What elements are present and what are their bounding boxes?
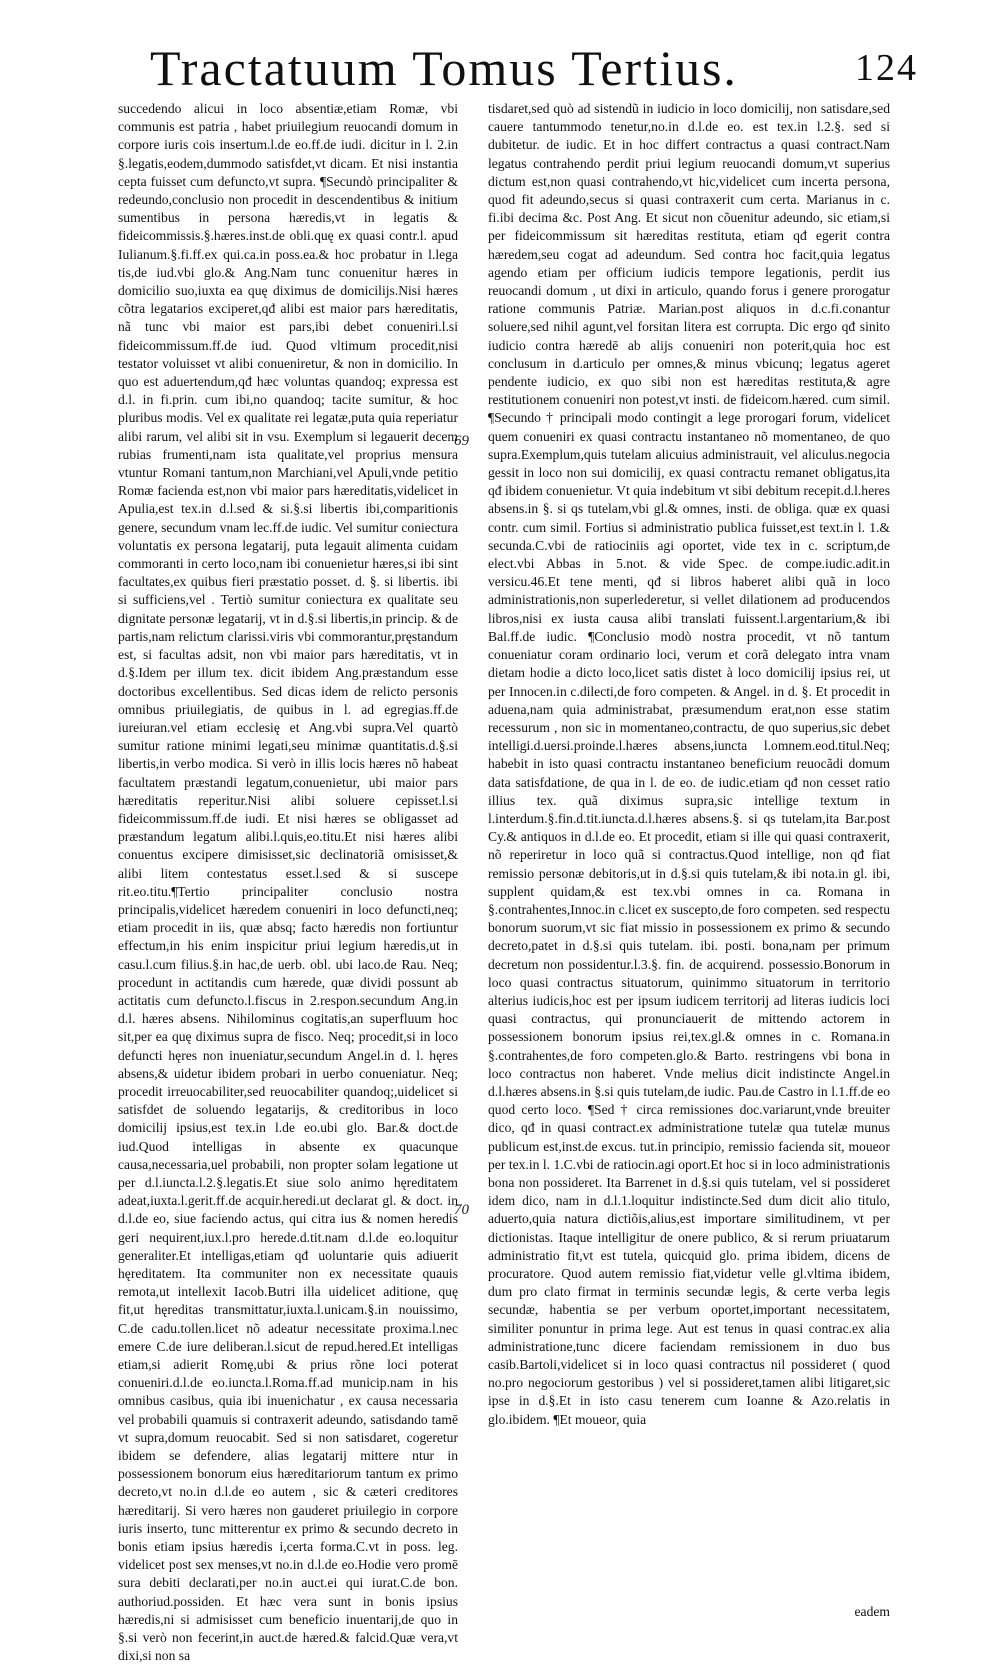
margin-number: 69 — [454, 433, 469, 449]
column-text: tisdaret,sed quò ad sistendũ in iudicio in loco domicilij, non satisdare,sed cauere tantummodo tenetur,no.in d.l.de eo. est tex.in l.2.§. sed si dubitetur. de iudic. Et in hoc differt contractus a quasi contract.Nam legatus contrahendo perdit priui legium reuocandi domum,vt superius dictum est,non quasi contrahendo,vt hic,videlicet cum incerta persona, quod fit adeundo,secus si quasi contraxerit cum certa. Marianus in c. fi.ibi decima &c. Post Ang. Et sicut non cõuenitur adeundo, sic etiam,si per fideicommissum sit hæreditas restituta, etiam qđ egerit contra hæredem,seu cogat ad adeundum. Sed contra hoc facit,quia legatus agendo etiam per officium iudicis tempore legationis, perdit ius reuocandi domum , ut dixi in articulo, quando forus i genere prorogatur ratione communis Patriæ. Marian.post aliquos in d.c.fi.conantur soluere,sed nihil agunt,vel forsitan litera est corrupta. Dic ergo qđ sinito iudicio contra hæredē ab alijs conueniri non poterit,quia hoc est conclusum in d.articulo per omnes,& minus vbicunq; legatus ageret pendente iudicio, ex quo sibi non est hæreditas restituta,& agre restitutionem conueniri non potest,vt insti. de fideicom.hæred. cum simil. ¶Secundo † principali modo contingit a lege prorogari forum, videlicet quem conueniri ex quasi contractu instantaneo nõ momentaneo, de quo supra.Exemplum,quis tutelam alicuius administrauit, vel aliculus.negocia gessit in loco non sui domicilij, ex quasi contractu remanet obligatus,ita qđ ibidem conuenietur. Vt quia indebitum vt sibi debitum recepit.d.l.heres absens.in §. si qs tutelam,vbi gl.& omnes, insti. de obliga. quæ ex quasi contr. cum simil. Fortius si administratio publica fuisset,est text.in l. 1.& secunda.C.vbi de ratiociniis agi oportet, vide tex in c. scriptum,de elect.vbi Abbas in 5.not. & vide Spec. de compe.iudic.adit.in versicu.46.Et tene menti, qđ si libros haberet alibi quã in loco administrationis,non superlederetur, si vellet dilationem ad producendos libros,nisi ex iusta causa alibi translati fuissent.l.argentarium,& ibi Bal.ff.de iudic. ¶Conclusio modò nostra procedit, vt nõ tantum conueniatur coram ordinario loci, verum et corã delegato intra vnam dietam hodie a dicto loco,licet satis distet à loco domicilij ipsius rei, ut per Innocen.in c.dilecti,de foro competen. & Angel. in d. §. Et procedit in aduena,nam quia administrabat, præsumendum erat,non esse statim recessurum , non sic in momentaneo,contractu, de quo superius,sic debet intelligi.d.uersi.proinde.l.hæres absens,iuncta l.omnem.eod.titul.Neq; habebit in isto quasi contractu instantaneo beneficium reuocãdi domum data satisfdatione, de qua in l. de eo. de iudic.etiam qđ non cesset ratio illius tex. quã diximus supra,sic intellige textum in l.interdum.§.fin.d.tit.iuncta.d.l.hæres absens.§. si qs tutelam,ita Bar.post Cy.& antiquos in d.l.de eo. Et procedit, etiam si ille qui quasi contraxerit, nõ reperiretur in loco quã si contractus.Quod intellige, non qđ fiat remissio personæ debitoris,ut in d.§.si quis tutelam,& ibi nota.in gl. ibi, supplent quidam,& est tex.vbi omnes in ca. Romana in §.contrahentes,Innoc.in c.licet ex suscepto,de foro competen. sed respectu bonorum suorum,vt sic fiat missio in possessionem ex primo & secundo decreto,patet in d.§.si quis tutelam. ibi. posti. bona,nam per primum decretum non possidentur.l.3.§. fin. de acquirend. possessio.Bonorum in loco quasi contractus situatorum, quinimmo situatorum in territorio alterius iudicis,hoc est per ipsum iudicem territorij ad literas iudicis loci quasi contractus, qui pronunciauerit de mittendo actorem in possessionem bonorum ipsius rei,tex.gl.& omnes in c. Romana.in §.contrahentes,de foro competen.glo.& Barto. restringens vbi bona in loco contractus non haberet. Vnde melius dicit indistincte Angel.in d.l.hæres absens.in §.si quis tutelam,de iudic. Pau.de Castro in l.1.ff.de eo quod certo loco. ¶Sed † circa remissiones doc.variarunt,vnde breuiter dico, qđ in quasi contract.ex administratione tutelæ qua tutelæ munus publicum est,inst.de excus. tut.in principio, remissio facienda sit, moueor per tex.in l. 1.C.vbi de ratiocin.agi oport.Et hoc si in loco administrationis bona non possideret. Ita Barrenet in d.§.si quis tutelam, vel si possideret idem dico, nam in d.l.1.loquitur indistincte.Sed dum dicit alio titulo, aduerto,quia natura dictiõis,alius,est importare similitudinem, vt per dictionistas. Itaque intelligitur de onere publico, & si rerum priuatarum administratio fit,vt est tutela, quicquid glo. prima ibidem, dicens de procuratore. Quod autem remissio fiat,videtur velle gl.vltima ibidem, dum pro clato firmat in terminis secundæ legis, & certe verba legis secundæ, habentia se per verbum oportet,important necessitatem, similiter ponuntur in prima lege. Aut est tenus in quasi contrac.ex alia administratione,tunc dicere faciendam remissionem in duo bus casib.Bartoli,videlicet si in loco quasi contractus nil possideret ( quod no.pro negociorum gestoribus ) vel si possideret,tamen alibi litigaret,sic ipse in d.§.Et in isto casu tenerem cum Ioanne & Azo.relatis in glo.ibidem. ¶Et moueor, quia — [488, 101, 890, 1427]
margin-number: 70 — [454, 1202, 469, 1218]
running-head — [150, 36, 918, 100]
column-text: succedendo alicui in loco absentiæ,etiam Romæ, vbi communis est patria , habet priuilegium reuocandi domum in corpore iuris cois insertum.l.de eo.ff.de iudi. dicitur in l. 2.in §.legatis,eodem,dummodo satisfdet,vt dicam. Et nisi instantia cepta fuisset cum defuncto,vt supra. ¶Secundò principaliter & redeundo,conclusio non procedit in descendentibus & initium sumentibus in persona hæredis,vt in legatis & fideicommissis.§.hæres.inst.de obli.quę ex quasi contr.l. apud Iulianum.§.fi.ff.ex qui.ca.in poss.ea.& hoc probatur in l.lega tis,de iud.vbi glo.& Ang.Nam tunc conuenitur hæres in domicilio suo,iuxta ea quę diximus de domicilijs.Nisi hæres cõtra legatarios exciperet,qđ alibi est maior pars hæreditatis, nã tunc vbi maior est pars,ibi debet conueniri.l.si fideicommissum.ff.de iud. Quod vltimum procedit,nisi testator voluisset vt alibi conueniretur, & non in domicilio. In quo est aduertendum,qđ hæc voluntas quandoq; expressa est d.l. in fi.prin. cum ibi,no quandoq; tacite sumitur, & hoc pluribus modis. Vel ex qualitate rei legatæ,puta quia reperiatur alibi rarum, vel alibi sit in vsu. Exemplum si legauerit decem rubias frumenti,nam ista qualitate,vel proprius mensura vtuntur Romani tantum,non Marchiani,vel Apuli,vnde petitio Romæ facienda est,non vbi maior pars hæreditatis,videlicet in Apulia,est tex.in d.l.sed & si.§.si libertis ibi,comparitionis genere, secundum vnam lec.ff.de iudic. Vel sumitur coniectura voluntatis ex persona legatarij, puta legauit alimenta cuidam commoranti in certo loco,nam ibi conuenietur hæres,si ibi sint facultates,ex quibus fieri præstatio posset. d. §. si libertis. ibi si sufficiens,vel . Tertiò sumitur coniectura ex qualitate seu dignitate personæ legatarij, vt in d.§.si libertis,in princip. & de partis,nam relictum clarissi.viris vbi commorantur,pręstandum est, si facultas adsit, non vbi maior pars hæreditatis, vt in d.§.Idem per illum tex. dicit ibidem Ang.præstandum esse doctoribus excellentibus. Sed dicas idem de relicto personis omnibus priuilegiatis, de quibus in l. ad egregias.ff.de iureiuran.vel etiam ecclesię et Ang.vbi supra.Vel quartò sumitur ratione minimi legati,seu minimæ quantitatis.d.§.si libertis,in verbo modica. Si verò in illis locis hæres nõ habeat facultatem præstandi legatum,conuenietur, ubi maior pars hæreditatis reperitur.Nisi alibi soluere cepisset.l.si fideicommissum.ff.de iudi. Et nisi hæres se obligasset ad præstandum legatum alibi.l.quis,eo.titu.Et nisi hæres alibi conuentus excipere dimisisset,sic declinatoriã omisisset,& alibi litem contestatus esset.l.sed & si suscepe rit.eo.titu.¶Tertio principaliter conclusio nostra principalis,videlicet hæredem conueniri in loco defuncti,neq; etiam procedit in iis, quæ absq; facto hæredis non fortiuntur effectum,in his enim inspicitur priui legium hæredis,ut in casu.l.cum filius.§.in hac,de uerb. obl. ubi laco.de Rau. Neq; procedunt in actitandis cum hærede, quæ dividi possunt ab actitatis cum defuncto.l.fiscus in 2.respon.secundum Ang.in d.l. hæres absens. Nihilominus cogitatis,an superfluum hoc sit,per ea quę diximus supra de fisco. Neq; procedit,si in loco defuncti hęres non inueniatur,secundum Angel.in d. l. hęres absens,& uidetur ibidem probari in uerbo conueniatur. Neq; procedit irreuocabiliter,sed reuocabiliter quandoq;,uidelicet si satisfdet de soluendo legatarijs, & creditoribus in loco domicilij ipsius,est tex.in l.de eo.ubi glo. Bar.& doct.de iud.Quod intelligas in absente ex quacunque causa,necessaria,uel probabili, non propter solam legatione ut per d.l.iuncta.l.2.§.legatis.Et siue solo animo hęreditatem adeat,iuxta.l.gerit.ff.de acquir.heredi.ut declarat gl. & doct. in d.l.de eo, siue faciendo actus, qui citra ius & nomen heredis geri nequirent,iux.l.pro herede.d.tit.nam d.l.de eo.loquitur generaliter.Et intelligas,etiam qđ uoluntarie quis adiuerit hęreditatem. Ita communiter non ex necessitate quauis remota,ut intellexit Iacob.Butri illa uidelicet aditione, quę fit,ut hęreditas transmittatur,iuxta.l.unicam.§.in nouissimo, C.de cadu.tollen.licet nõ adeatur necessitate proxima.l.nec emere C.de iure deliberan.l.sicut de repud.hered.Et intelligas etiam,si adierit Romę,ubi & prius rõne loci poterat conueniri.d.l.de eo.iuncta.l.Roma.ff.ad municip.nam in his omnibus casibus, quia ibi inuenichatur , ex causa necessaria vel probabili quamuis si contraxerit adeundo, satisdando tamē vt supra,domum reuocabit. Sed si non satisdaret, cogeretur ibidem se defendere, alias legatarij mittere ntur in possessionem bonorum eius hæreditariorum tantum ex primo decreto,vt no.in d.l.de eo autem , sic & cæteri creditores hæreditarij. Si vero hæres non gauderet priuilegio in corpore iuris inserto, tunc mitterentur ex primo & secundo decreto in bonis etiam ipsius hæredis i,certa forma.C.vt in poss. leg. videlicet post sex menses,vt no.in d.l.de eo.Hodie vero promē sura debiti declarati,per no.in auct.ei qui iurat.C.de bon. authoriud.possiden. Et hæc vera sunt in bonis ipsius hæredis,ni si admisisset cum beneficio inuentarij,de quo in §.si verò non fecerint,in auct.de hæred.& falcid.Quæ vera,vt dixi,si non sa — [118, 101, 458, 1664]
catchword: eadem — [854, 1604, 890, 1619]
text-column-right — [488, 100, 890, 1429]
text-column-left — [118, 100, 458, 1665]
page-number: 124 — [855, 47, 918, 89]
page-title: Tractatuum Tomus Tertius. — [150, 40, 738, 96]
